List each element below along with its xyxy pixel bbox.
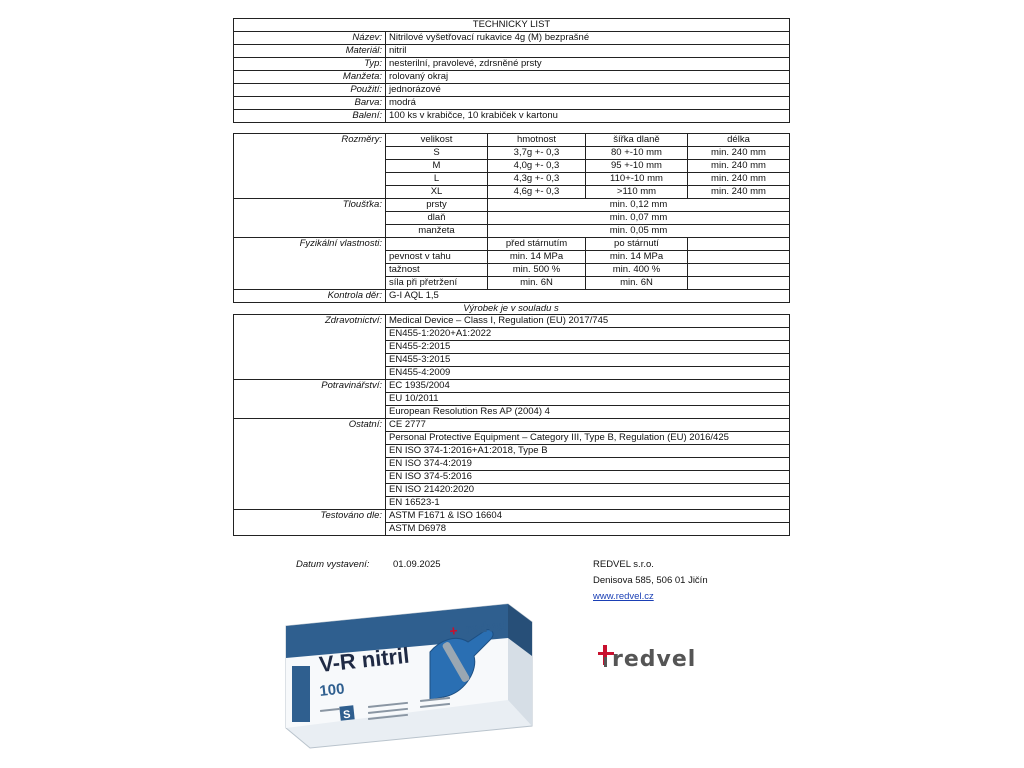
dimensions-header: délka [688,134,790,147]
thickness-value: min. 0,07 mm [488,212,790,225]
general-label: Materiál: [234,45,386,58]
physical-after: min. 6N [586,277,688,290]
compliance-item: CE 2777 [386,419,790,432]
company-block [593,557,708,605]
specs-table [233,133,790,303]
general-value: Nitrilové vyšetřovací rukavice 4g (M) bezprašné [386,32,790,45]
compliance-item: EN ISO 374-1:2016+A1:2018, Type B [386,445,790,458]
general-row [234,71,790,84]
dimensions-label: Rozměry: [234,134,386,199]
compliance-item: EN ISO 374-5:2016 [386,471,790,484]
thickness-part: dlaň [386,212,488,225]
box-count: 100 [318,680,346,700]
physical-property: pevnost v tahu [386,251,488,264]
website-link[interactable]: www.redvel.cz [593,591,654,602]
general-label: Použití: [234,84,386,97]
general-row [234,110,790,123]
dimensions-cell: >110 mm [586,186,688,199]
holes-value: G-I AQL 1,5 [386,290,790,303]
company-address: Denisova 585, 506 01 Jičín [593,575,708,586]
compliance-item: ASTM D6978 [386,523,790,536]
general-row [234,84,790,97]
dimensions-header: hmotnost [488,134,586,147]
dimensions-cell: min. 240 mm [688,186,790,199]
physical-before: min. 6N [488,277,586,290]
thickness-label: Tloušťka: [234,199,386,238]
compliance-item: EN455-2:2015 [386,341,790,354]
dimensions-cell: 95 +-10 mm [586,160,688,173]
dimensions-cell: min. 240 mm [688,173,790,186]
compliance-title-row [233,303,789,314]
dimensions-cell: XL [386,186,488,199]
dimensions-cell: min. 240 mm [688,160,790,173]
thickness-value: min. 0,05 mm [488,225,790,238]
physical-header-row [234,238,790,251]
general-row [234,97,790,110]
general-label: Typ: [234,58,386,71]
compliance-item: EC 1935/2004 [386,380,790,393]
dimensions-cell: 4,3g +- 0,3 [488,173,586,186]
physical-property: síla při přetržení [386,277,488,290]
holes-row [234,290,790,303]
general-value: nitril [386,45,790,58]
physical-empty [688,264,790,277]
dimensions-cell: 110+-10 mm [586,173,688,186]
general-value: rolovaný okraj [386,71,790,84]
thickness-row [234,199,790,212]
compliance-row [234,510,790,523]
compliance-row [234,419,790,432]
dimensions-cell: L [386,173,488,186]
thickness-value: min. 0,12 mm [488,199,790,212]
compliance-item: EN 16523-1 [386,497,790,510]
physical-empty [688,238,790,251]
dimensions-header: šířka dlaně [586,134,688,147]
physical-after: min. 14 MPa [586,251,688,264]
dimensions-cell: S [386,147,488,160]
box-brand: V-R nitril [317,642,411,677]
dimensions-cell: 4,6g +- 0,3 [488,186,586,199]
general-label: Manžeta: [234,71,386,84]
general-value: nesterilní, pravolevé, zdrsněné prsty [386,58,790,71]
svg-text:+: + [448,622,459,639]
general-row [234,45,790,58]
compliance-item: EN455-4:2009 [386,367,790,380]
redvel-logo [596,640,726,676]
general-label: Balení: [234,110,386,123]
physical-empty [386,238,488,251]
compliance-label: Testováno dle: [234,510,386,536]
logo-text: redvel [612,647,697,672]
physical-empty [688,277,790,290]
physical-before: min. 14 MPa [488,251,586,264]
compliance-item: EN455-1:2020+A1:2022 [386,328,790,341]
general-label: Barva: [234,97,386,110]
holes-label: Kontrola děr: [234,290,386,303]
dimensions-cell: 80 +-10 mm [586,147,688,160]
compliance-label: Potravinářství: [234,380,386,419]
compliance-title: Výrobek je v souladu s [463,303,559,314]
compliance-item: ASTM F1671 & ISO 16604 [386,510,790,523]
physical-label: Fyzikální vlastnosti: [234,238,386,290]
compliance-item: EN ISO 374-4:2019 [386,458,790,471]
dimensions-cell: 3,7g +- 0,3 [488,147,586,160]
company-name: REDVEL s.r.o. [593,559,654,570]
general-label: Název: [234,32,386,45]
issue-date-value: 01.09.2025 [393,559,441,570]
physical-before: min. 500 % [488,264,586,277]
thickness-part: manžeta [386,225,488,238]
compliance-row [234,315,790,328]
sheet-title: TECHNICKY LIST [234,19,790,32]
technical-sheet [233,18,789,536]
compliance-item: European Resolution Res AP (2004) 4 [386,406,790,419]
general-rows [234,32,790,123]
physical-header: po stárnutí [586,238,688,251]
dimensions-cell: M [386,160,488,173]
thickness-part: prsty [386,199,488,212]
general-row [234,32,790,45]
compliance-item: Medical Device – Class I, Regulation (EU) 2017/745 [386,315,790,328]
compliance-label: Zdravotnictví: [234,315,386,380]
physical-after: min. 400 % [586,264,688,277]
dimensions-header: velikost [386,134,488,147]
dimensions-header-row [234,134,790,147]
general-value: jednorázové [386,84,790,97]
compliance-item: EU 10/2011 [386,393,790,406]
general-row [234,58,790,71]
compliance-item: Personal Protective Equipment – Category III, Type B, Regulation (EU) 2016/425 [386,432,790,445]
compliance-table [233,314,790,536]
box-size: S [342,708,352,722]
box-maker: redvel [464,616,508,637]
general-value: 100 ks v krabičce, 10 krabiček v kartonu [386,110,790,123]
compliance-item: EN ISO 21420:2020 [386,484,790,497]
issue-date-label: Datum vystavení: [296,559,370,570]
dimensions-cell: 4,0g +- 0,3 [488,160,586,173]
dimensions-cell: min. 240 mm [688,147,790,160]
compliance-item: EN455-3:2015 [386,354,790,367]
general-table [233,18,790,123]
compliance-label: Ostatní: [234,419,386,510]
general-value: modrá [386,97,790,110]
product-box-image [280,600,538,750]
physical-property: tažnost [386,264,488,277]
physical-empty [688,251,790,264]
compliance-row [234,380,790,393]
physical-header: před stárnutím [488,238,586,251]
